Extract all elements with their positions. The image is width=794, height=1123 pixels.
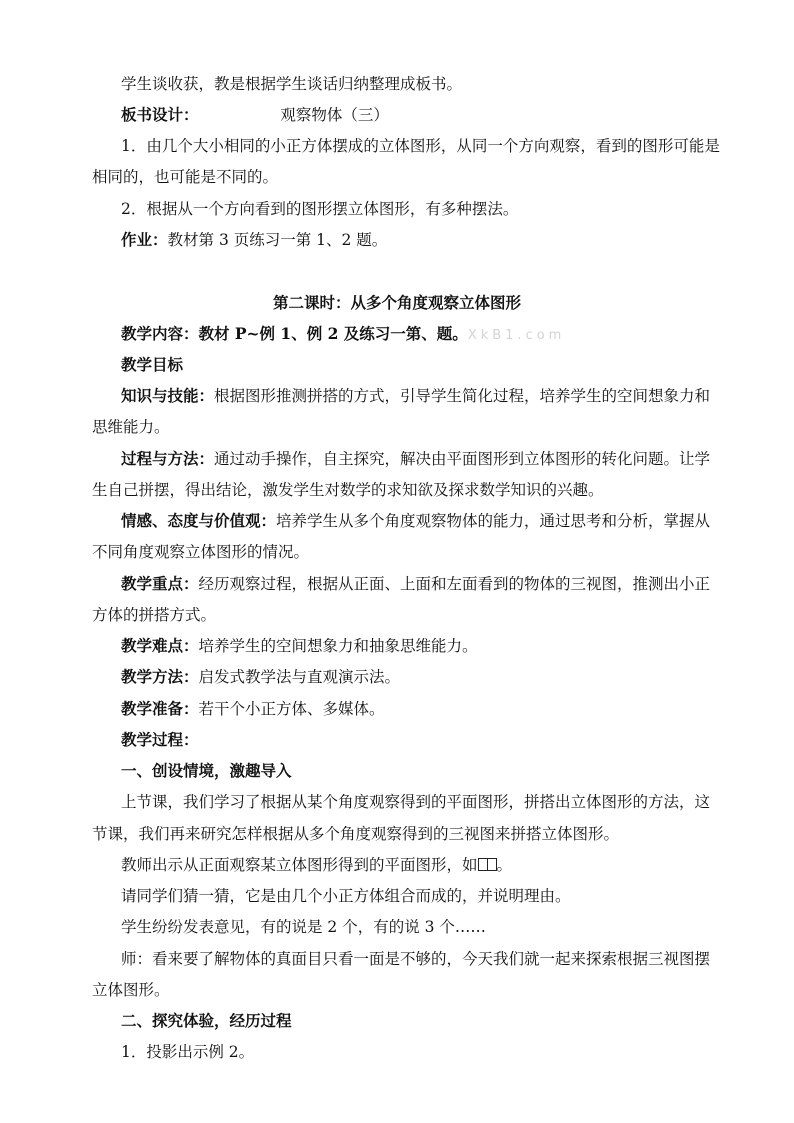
paragraph-summary: 学生谈收获，教是根据学生谈话归纳整理成板书。 — [121, 75, 463, 93]
procedure-heading: 教学过程： — [121, 730, 199, 749]
watermark-text: XkB1.com — [467, 328, 566, 343]
section-1-intro-line-1: 上节课，我们学习了根据从某个角度观察得到的平面图形，拼搭出立体图形的方法，这 — [121, 793, 711, 811]
board-item-1-line-1: 1．由几个大小相同的小正方体摆成的立体图形，从同一个方向观察，看到的图形可能是 — [121, 137, 720, 155]
section-1-show-text: 教师出示从正面观察某立体图形得到的平面图形，如 — [121, 856, 478, 874]
board-item-2: 2．根据从一个方向看到的图形摆立体图形，有多种摆法。 — [121, 200, 519, 218]
emotion-label: 情感、态度与价值观： — [121, 511, 277, 530]
square-figure-right-icon — [488, 858, 497, 871]
knowledge-text-1: 根据图形推测拼搭的方式，引导学生简化过程，培养学生的空间想象力和 — [214, 387, 711, 405]
method-text: 启发式教学法与直观演示法。 — [198, 668, 401, 686]
section-1-teacher-line-1: 师：看来要了解物体的真面目只看一面是不够的，今天我们就一起来探索根据三视图摆 — [121, 950, 711, 968]
section-2-item-1: 1．投影出示例 2。 — [121, 1043, 255, 1061]
knowledge-line-1 — [121, 385, 710, 407]
key-point-line-1 — [121, 573, 710, 595]
preparation-line — [121, 698, 385, 720]
board-design-title: 观察物体（三） — [280, 106, 389, 124]
preparation-label: 教学准备： — [121, 699, 199, 718]
homework-label: 作业： — [121, 230, 168, 249]
objectives-heading: 教学目标 — [121, 355, 184, 374]
difficulty-label: 教学难点： — [121, 636, 199, 655]
difficulty-line — [121, 635, 478, 657]
section-1-teacher-line-2: 立体图形。 — [92, 981, 170, 999]
emotion-line-2: 不同角度观察立体图形的情况。 — [92, 543, 310, 561]
process-text-1: 通过动手操作，自主探究，解决由平面图形到立体图形的转化问题。让学 — [214, 450, 711, 468]
teaching-content-label: 教学内容：教材 P~例 1、例 2 及练习一第、题。 — [121, 324, 468, 343]
process-label: 过程与方法： — [121, 449, 215, 468]
preparation-text: 若干个小正方体、多媒体。 — [198, 700, 385, 718]
knowledge-label: 知识与技能： — [121, 386, 215, 405]
board-item-1-line-2: 相同的，也可能是不同的。 — [92, 168, 279, 186]
board-design-line — [121, 104, 389, 126]
section-1-show-line — [121, 854, 512, 876]
square-figure-left-icon — [478, 858, 488, 871]
section-1-show-end: 。 — [496, 856, 513, 874]
section-1-answers: 学生纷纷发表意见，有的说是 2 个，有的说 3 个…… — [121, 918, 486, 936]
key-point-text-1: 经历观察过程，根据从正面、上面和左面看到的物体的三视图，推测出小正 — [198, 575, 711, 593]
emotion-line-1 — [121, 510, 710, 532]
homework-line — [121, 229, 387, 251]
emotion-text-1: 培养学生从多个角度观察物体的能力，通过思考和分析，掌握从 — [276, 512, 711, 530]
knowledge-line-2: 思维能力。 — [92, 418, 170, 436]
teaching-content-line — [121, 323, 565, 347]
board-design-label: 板书设计： — [121, 105, 199, 124]
key-point-line-2: 方体的拼搭方式。 — [92, 606, 217, 624]
section-1-intro-line-2: 节课，我们再来研究怎样根据从多个角度观察得到的三视图来拼搭立体图形。 — [92, 825, 620, 843]
homework-text: 教材第 3 页练习一第 1、2 题。 — [167, 231, 388, 249]
method-label: 教学方法： — [121, 667, 199, 686]
lesson-2-title: 第二课时：从多个角度观察立体图形 — [272, 293, 521, 312]
process-line-1 — [121, 448, 710, 470]
process-line-2: 生自己拼摆，得出结论，激发学生对数学的求知欲及探求数学知识的兴趣。 — [92, 481, 604, 499]
section-1-guess: 请同学们猜一猜，它是由几个小正方体组合而成的，并说明理由。 — [121, 887, 571, 905]
method-line — [121, 666, 400, 688]
section-1-heading: 一、创设情境，激趣导入 — [121, 761, 292, 780]
section-2-heading: 二、探究体验，经历过程 — [121, 1011, 292, 1030]
difficulty-text: 培养学生的空间想象力和抽象思维能力。 — [198, 637, 478, 655]
key-point-label: 教学重点： — [121, 574, 199, 593]
